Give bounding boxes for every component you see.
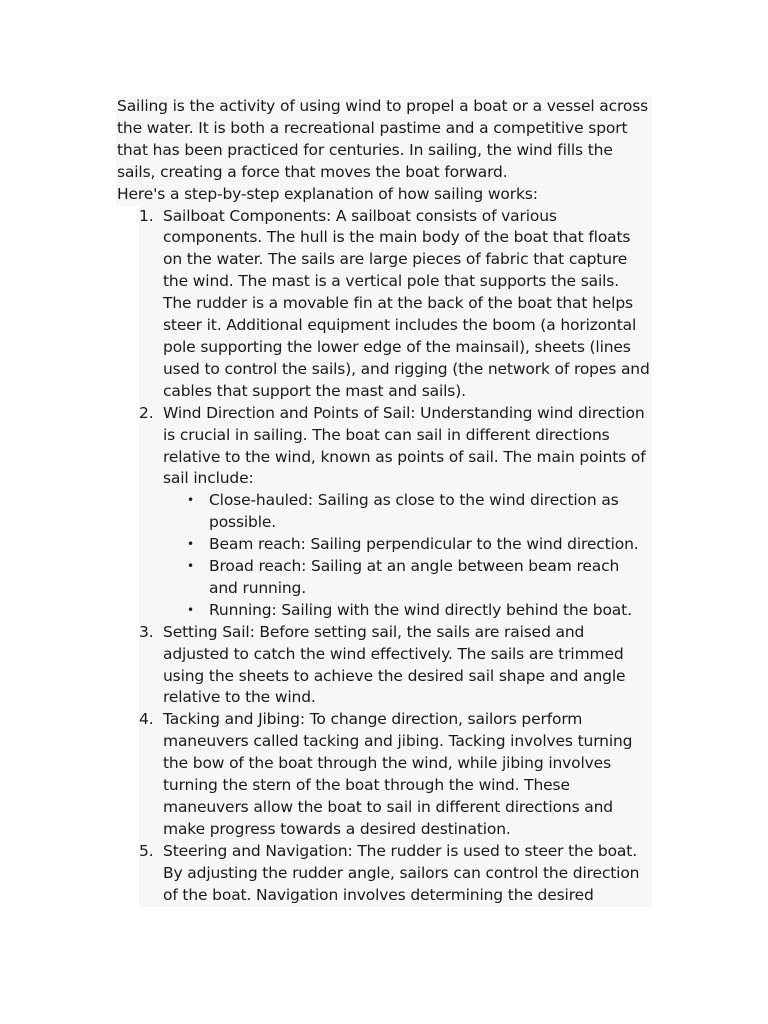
bullet-icon: • xyxy=(187,602,194,617)
bullet-text: Beam reach: Sailing perpendicular to the wind direction. xyxy=(209,535,639,554)
bullet-icon: • xyxy=(187,559,194,574)
bullet-item xyxy=(163,556,652,600)
step-item xyxy=(139,622,652,710)
bullet-text: Broad reach: Sailing at an angle between beam reach and running. xyxy=(209,557,620,597)
step-text: Setting Sail: Before setting sail, the sails are raised and adjusted to catch the wind effectively. The sails are trimmed using the sheets to achieve the desired sail shape and angle relative to the wind. xyxy=(163,622,626,707)
step-item xyxy=(139,206,652,403)
bullet-item xyxy=(163,600,652,622)
step-number: 1. xyxy=(139,206,154,225)
bullet-icon: • xyxy=(187,537,194,552)
step-item xyxy=(139,403,652,622)
step-number: 5. xyxy=(139,841,154,860)
step-text: Tacking and Jibing: To change direction, sailors perform maneuvers called tacking and jibing. Tacking involves turning the bow of the boat through the wind, while jibing involves turning the stern of the boat through the wind. These maneuvers allow the boat to sail in different directions and make progress towards a desired destination. xyxy=(163,710,633,838)
step-number: 3. xyxy=(139,622,154,641)
bullet-item xyxy=(163,534,652,556)
step-text: Steering and Navigation: The rudder is used to steer the boat. By adjusting the rudder angle, sailors can control the direction of the boat. Navigation involves determining the desired xyxy=(163,841,640,904)
step-item xyxy=(139,841,652,907)
step-item xyxy=(139,709,652,840)
intro-section xyxy=(116,96,652,206)
document-page xyxy=(116,96,652,907)
bullet-text: Close-hauled: Sailing as close to the wind direction as possible. xyxy=(209,491,619,532)
intro-paragraph: Sailing is the activity of using wind to propel a boat or a vessel across the water. It is both a recreational pastime and a competitive sport that has been practiced for centuries. In sailing, the wind fills the sails, creating a force that moves the boat forward. xyxy=(117,97,649,181)
step-text: Wind Direction and Points of Sail: Understanding wind direction is crucial in sailing. The boat can sail in different directions relative to the wind, known as points of sail. The main points of sail include: xyxy=(163,403,646,488)
bullet-icon: • xyxy=(187,493,194,508)
points-of-sail-list xyxy=(163,490,652,621)
step-number: 2. xyxy=(139,403,154,422)
bullet-text: Running: Sailing with the wind directly behind the boat. xyxy=(209,600,632,619)
step-number: 4. xyxy=(139,710,154,729)
steps-list xyxy=(139,206,652,907)
bullet-item xyxy=(163,490,652,534)
intro-lead: Here's a step-by-step explanation of how sailing works: xyxy=(117,184,538,203)
step-text: Sailboat Components: A sailboat consists of various components. The hull is the main body of the boat that floats on the water. The sails are large pieces of fabric that capture the wind. The mast is a vertical pole that supports the sails. The rudder is a movable fin at the back of the boat that helps steer it. Additional equipment includes the boom (a horizontal pole supporting the lower edge of the mainsail), sheets (lines used to control the sails), and rigging (the network of ropes and cables that support the mast and sails). xyxy=(163,206,650,400)
